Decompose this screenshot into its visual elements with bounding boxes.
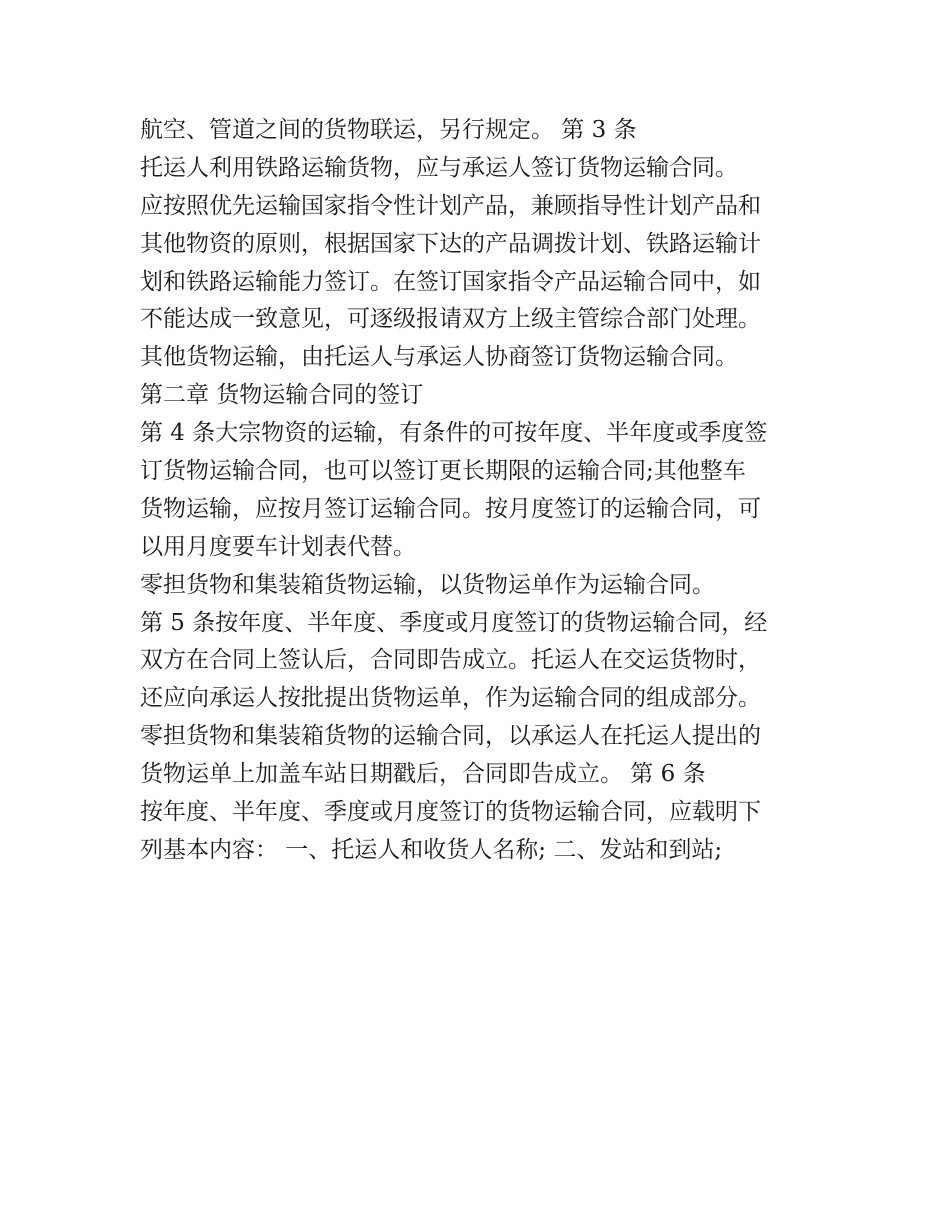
text-line: 双方在合同上签认后，合同即告成立。托运人在交运货物时， [140,647,761,674]
text-line: 列基本内容： 一、托运人和收货人名称; 二、发站和到站; [140,836,723,863]
text-line: 划和铁路运输能力签订。在签订国家指令产品运输合同中，如 [140,268,761,295]
text-line: 其他货物运输，由托运人与承运人协商签订货物运输合同。 [140,344,738,371]
text-line: 第 4 条大宗物资的运输，有条件的可按年度、半年度或季度签 [140,420,768,447]
text-line: 应按照优先运输国家指令性计划产品，兼顾指导性计划产品和 [140,192,761,219]
text-line: 还应向承运人按批提出货物运单，作为运输合同的组成部分。 [140,685,761,712]
text-line: 货物运输，应按月签订运输合同。按月度签订的运输合同，可 [140,495,761,522]
text-line: 航空、管道之间的货物联运，另行规定。 第 3 条 [140,117,637,143]
text-line: 按年度、半年度、季度或月度签订的货物运输合同，应载明下 [140,799,761,826]
text-line: 托运人利用铁路运输货物，应与承运人签订货物运输合同。 [140,154,738,181]
text-line: 第 5 条按年度、半年度、季度或月度签订的货物运输合同，经 [140,609,768,636]
text-line: 订货物运输合同，也可以签订更长期限的运输合同;其他整车 [140,458,746,485]
text-line: 以用月度要车计划表代替。 [140,533,416,560]
document-body [140,112,820,870]
text-line: 零担货物和集装箱货物运输，以货物运单作为运输合同。 [140,571,715,598]
text-line: 其他物资的原则，根据国家下达的产品调拨计划、铁路运输计 [140,230,761,257]
chapter-heading: 第二章 货物运输合同的签订 [140,382,424,409]
text-line: 零担货物和集装箱货物的运输合同，以承运人在托运人提出的 [140,723,761,750]
text-line: 货物运单上加盖车站日期戳后，合同即告成立。 第 6 条 [140,761,706,788]
text-line: 不能达成一致意见，可逐级报请双方上级主管综合部门处理。 [140,306,761,333]
